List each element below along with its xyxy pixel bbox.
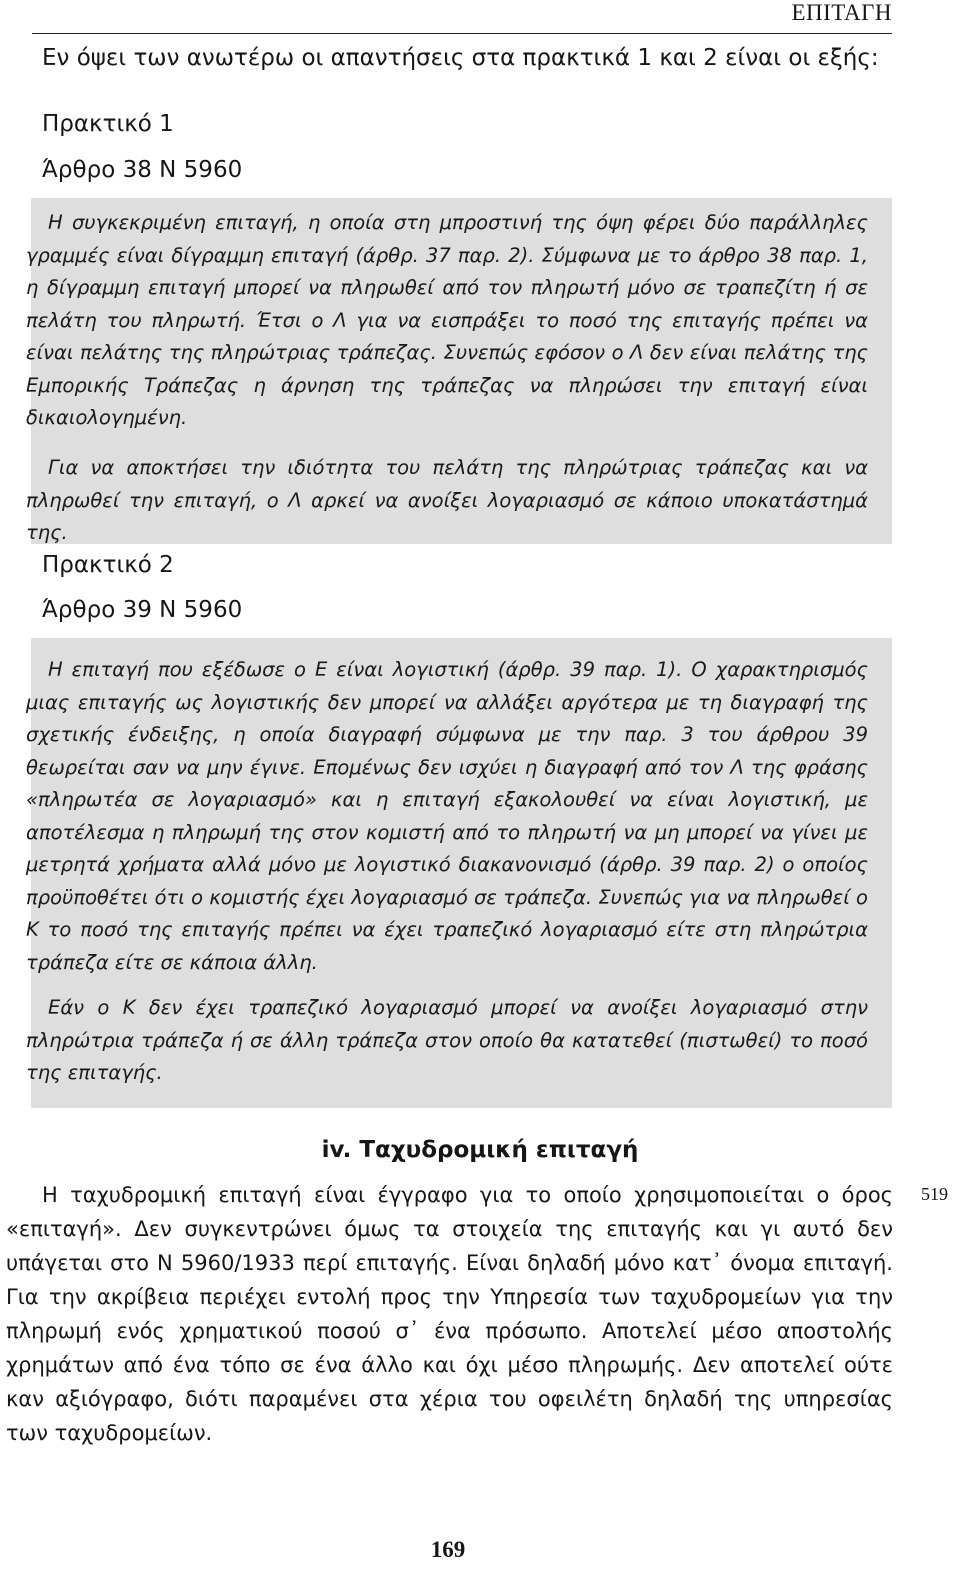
section-title: iv. Ταχυδρομική επιταγή [321, 1137, 639, 1163]
header-rule [32, 33, 892, 34]
running-head: ΕΠΙΤΑΓΗ [791, 0, 892, 25]
page-number: 169 [430, 1537, 466, 1562]
practical-1-article: Άρθρο 38 Ν 5960 [42, 157, 243, 183]
answer-1-paragraph-2: Για να αποκτήσει την ιδιότητα του πελάτη της πληρώτριας τράπεζας και να πληρωθεί την επιταγή, ο Λ αρκεί να ανοίξει λογαριασμό σε κάποιο υποκατάστημά της. [26, 456, 868, 544]
practical-2-title: Πρακτικό 2 [42, 552, 174, 578]
section-body-text: Η ταχυδρομική επιταγή είναι έγγραφο για το οποίο χρησιμοποιείται ο όρος «επιταγή». Δεν συγκεντρώνει όμως τα στοιχεία της επιταγής και γι αυτό δεν υπάγεται στο Ν 5960/1933 περί επιταγής. Είναι δηλαδή μόνο κατ᾽ όνομα επιταγή. Για την ακρίβεια περιέχει εντολή προς την Υπηρεσία των ταχυδρομείων για την πληρωμή ενός χρηματικού ποσού σ᾽ ένα πρόσωπο. Αποτελεί μέσο αποστολής χρημάτων από ένα τόπο σε ένα άλλο και όχι μέσο πληρωμής. Δεν αποτελεί ούτε καν αξιόγραφο, διότι παραμένει στα χέρια του οφειλέτη δηλαδή της υπηρεσίας των ταχυδρομείων. [6, 1183, 893, 1445]
answer-2-paragraph-2: Εάν ο Κ δεν έχει τραπεζικό λογαριασμό μπορεί να ανοίξει λογαριασμό στην πληρώτρια τράπεζα ή σε άλλη τράπεζα στον οποίο θα κατατεθεί (πιστωθεί) το ποσό της επιταγής. [26, 996, 868, 1084]
margin-number: 519 [921, 1184, 948, 1204]
answer-2-paragraph-1: Η επιταγή που εξέδωσε ο Ε είναι λογιστική (άρθρ. 39 παρ. 1). Ο χαρακτηρισμός μιας επιταγής ως λογιστικής δεν μπορεί να αλλάξει αργότερα με τη διαγραφή της σχετικής ένδειξης, η οποία διαγραφή σύμφωνα με την παρ. 3 του άρθρου 39 θεωρείται σαν να μην έγινε. Επομένως δεν ισχύει η διαγραφή από τον Λ της φράσης «πληρωτέα σε λογαριασμό» και η επιταγή εξακολουθεί να είναι λογιστική, με αποτέλεσμα η πληρωμή της στον κομιστή από το πληρωτή να μη μπορεί να γίνει με μετρητά χρήματα αλλά μόνο με λογιστικό διακανονισμό (άρθρ. 39 παρ. 2) ο οποίος προϋποθέτει ότι ο κομιστής έχει λογαριασμό σε τράπεζα. Συνεπώς για να πληρωθεί ο Κ το ποσό της επιταγής πρέπει να έχει τραπεζικό λογαριασμό είτε στη πληρώτρια τράπεζα είτε σε κάποια άλλη. [26, 658, 868, 974]
practical-2-article: Άρθρο 39 Ν 5960 [42, 597, 243, 623]
intro-heading: Εν όψει των ανωτέρω οι απαντήσεις στα πρακτικά 1 και 2 είναι οι εξής: [42, 45, 879, 71]
practical-1-title: Πρακτικό 1 [42, 111, 174, 137]
answer-1-paragraph-1: Η συγκεκριμένη επιταγή, η οποία στη μπροστινή της όψη φέρει δύο παράλληλες γραμμές είναι δίγραμμη επιταγή (άρθρ. 37 παρ. 2). Σύμφωνα με το άρθρο 38 παρ. 1, η δίγραμμη επιταγή μπορεί να πληρωθεί από τον πληρωτή μόνο σε τραπεζίτη ή σε πελάτη του πληρωτή. Έτσι ο Λ για να εισπράξει το ποσό της επιταγής πρέπει να είναι πελάτης της πληρώτριας τράπεζας. Συνεπώς εφόσον ο Λ δεν είναι πελάτης της Εμπορικής Τράπεζας η άρνηση της τράπεζας να πληρώσει την επιταγή είναι δικαιολογημένη. [26, 211, 868, 429]
